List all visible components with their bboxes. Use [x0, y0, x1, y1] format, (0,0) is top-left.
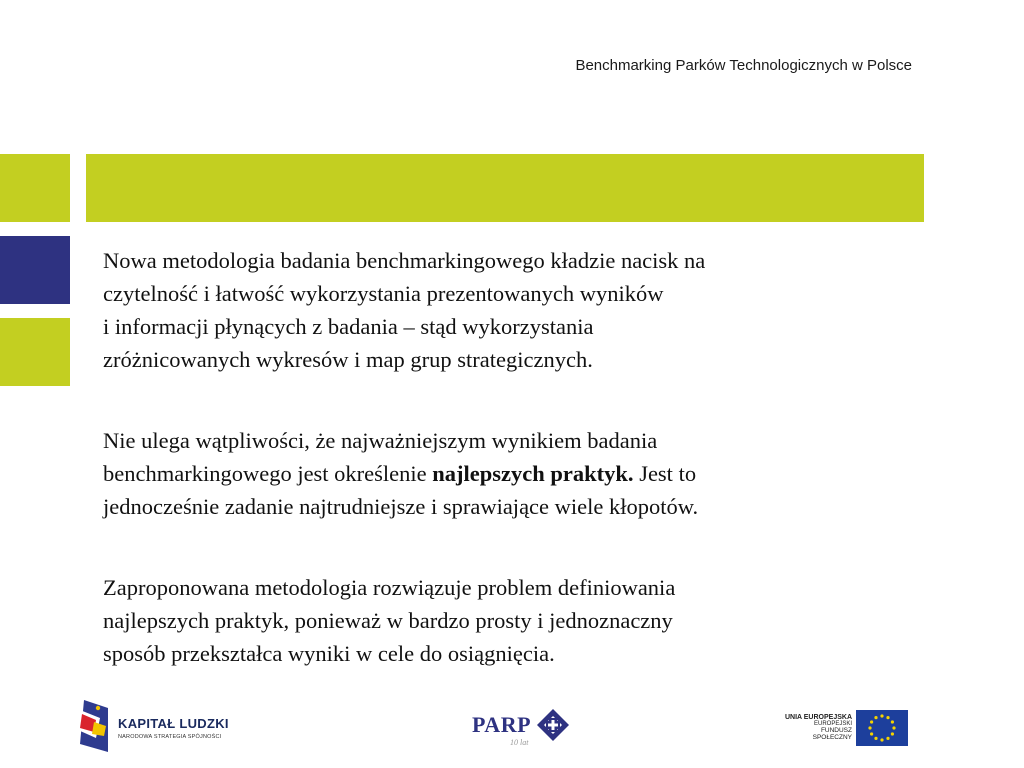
decorative-green-banner [86, 154, 924, 222]
eu-label-line2: EUROPEJSKI [813, 721, 852, 727]
eu-label-line1: UNIA EUROPEJSKA [784, 714, 852, 721]
emphasis-best-practices: najlepszych praktyk. [432, 461, 634, 486]
parp-subtitle: 10 lat [510, 738, 529, 747]
paragraph-3 [103, 571, 903, 670]
paragraph-2 [103, 424, 903, 523]
eu-fund-logo [780, 710, 910, 746]
text-run: benchmarkingowego jest określenie [103, 461, 433, 486]
parp-title: PARP [472, 712, 532, 737]
text-run: Jest to [633, 461, 697, 486]
eu-flag-icon [856, 710, 908, 746]
text-line: najlepszych praktyk, ponieważ w bardzo prosty i jednoznaczny [103, 608, 673, 633]
text-line: Nie ulega wątpliwości, że najważniejszym wynikiem badania [103, 428, 658, 453]
kapital-ludzki-logo [78, 700, 258, 752]
text-line: czytelność i łatwość wykorzystania prezentowanych wyników [103, 281, 664, 306]
paragraph-1 [103, 244, 903, 376]
text-line: Nowa metodologia badania benchmarkingowego kładzie nacisk na [103, 248, 706, 273]
text-line: zróżnicowanych wykresów i map grup strategicznych. [103, 347, 593, 372]
parp-emblem-icon [536, 708, 570, 742]
text-line [103, 457, 903, 490]
decorative-navy-block [0, 236, 70, 304]
text-line: i informacji płynących z badania – stąd wykorzystania [103, 314, 594, 339]
page-header-title: Benchmarking Parków Technologicznych w Polsce [575, 57, 912, 74]
text-line: jednocześnie zadanie najtrudniejsze i sprawiające wiele kłopotów. [103, 494, 699, 519]
kapital-ludzki-title: KAPITAŁ LUDZKI [118, 716, 229, 731]
text-line: Zaproponowana metodologia rozwiązuje problem definiowania [103, 575, 676, 600]
decorative-green-block-bottom [0, 318, 70, 386]
slide-body [103, 244, 903, 670]
kapital-ludzki-emblem-icon [78, 700, 108, 752]
eu-label-line3: FUNDUSZ SPOŁECZNY [812, 727, 852, 741]
kapital-ludzki-subtitle: NARODOWA STRATEGIA SPÓJNOŚCI [118, 734, 222, 740]
text-line: sposób przekształca wyniki w cele do osiągnięcia. [103, 641, 555, 666]
parp-logo [472, 708, 572, 750]
decorative-green-block-top [0, 154, 70, 222]
